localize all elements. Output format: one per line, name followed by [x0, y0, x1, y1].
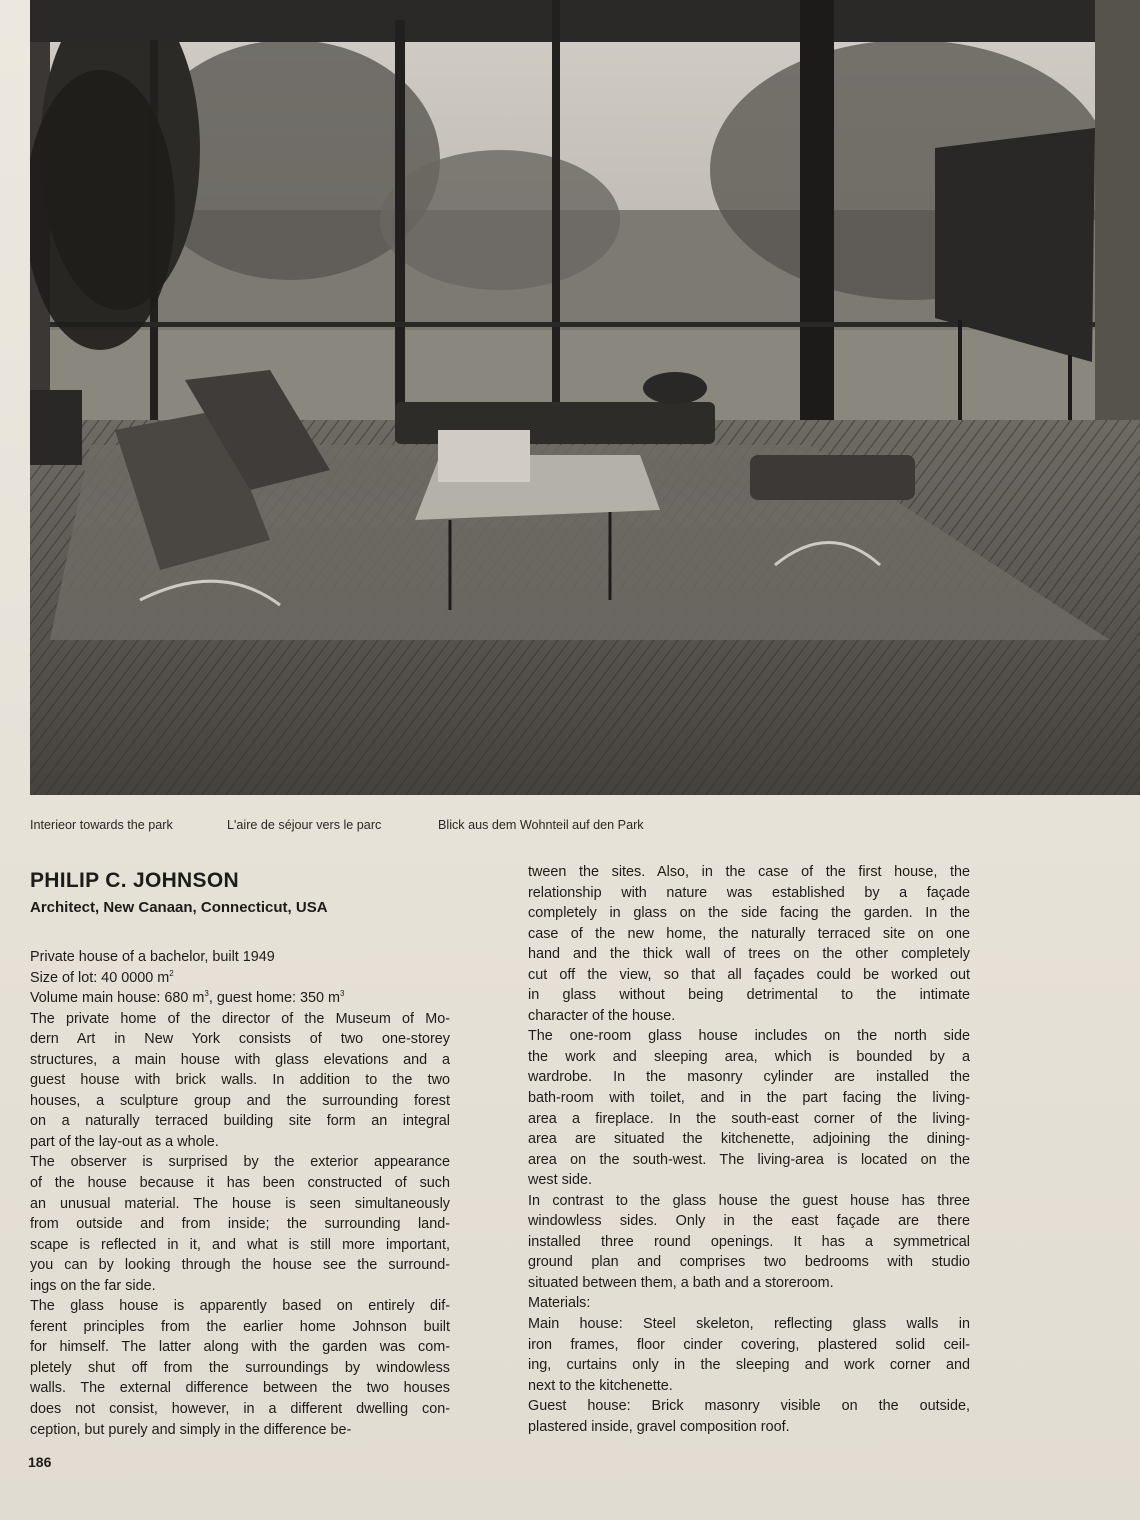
fact-line [30, 988, 450, 1009]
text-line: situated between them, a bath and a storeroom. [528, 1274, 834, 1291]
text-line: relationship with nature was established by a façade [528, 884, 970, 901]
text-line: Guest house: Brick masonry visible on the outside, [528, 1398, 970, 1415]
text-line: area are situated the kitchenette, adjoining the dining- [528, 1131, 970, 1148]
text-line: The glass house is apparently based on entirely dif- [30, 1298, 450, 1315]
text-line: ground plan and comprises two bedrooms with studio [528, 1254, 970, 1271]
text-line: of the house because it has been constructed of such [30, 1175, 450, 1192]
text-line: does not consist, however, in a different dwelling con- [30, 1401, 450, 1418]
text-line: installed three round openings. It has a symmetrical [528, 1233, 970, 1250]
text-line: The observer is surprised by the exterior appearance [30, 1154, 450, 1171]
article-subheading: Architect, New Canaan, Connecticut, USA [30, 899, 328, 916]
article-heading: PHILIP C. JOHNSON [30, 869, 239, 892]
fact-text: , guest home: 350 m [208, 990, 341, 1007]
text-line: tween the sites. Also, in the case of the first house, the [528, 864, 970, 880]
text-line: iron frames, floor cinder covering, plastered solid ceil- [528, 1336, 970, 1353]
text-line: structures, a main house with glass elevations and a [30, 1051, 450, 1068]
text-line: you can by looking through the house see the surround- [30, 1257, 450, 1274]
text-line: on a naturally terraced building site form an integral [30, 1113, 450, 1130]
text-line: area on the south-west. The living-area is located on the [528, 1151, 970, 1168]
right-column [528, 862, 970, 1437]
text-line: ing, curtains only in the sleeping and work corner and [528, 1357, 970, 1374]
text-line: ception, but purely and simply in the difference be- [30, 1421, 352, 1438]
caption-german: Blick aus dem Wohnteil auf den Park [438, 818, 644, 832]
text-line: hand and the thick wall of trees on the other completely [528, 946, 970, 963]
text-line: part of the lay-out as a whole. [30, 1133, 219, 1150]
text-line: from outside and from inside; the surrounding land- [30, 1216, 450, 1233]
interior-photo [30, 0, 1140, 795]
text-line: wardrobe. In the masonry cylinder are installed the [528, 1069, 970, 1086]
fact-line: Private house of a bachelor, built 1949 [30, 949, 275, 965]
text-line: walls. The external difference between the two houses [30, 1380, 450, 1397]
text-line: next to the kitchenette. [528, 1377, 673, 1394]
text-line: cut off the view, so that all façades could be worked out [528, 966, 970, 983]
photo-illustration [30, 0, 1140, 795]
text-line: The private home of the director of the Museum of Mo- [30, 1010, 450, 1027]
text-line: completely in glass on the side facing the garden. In the [528, 905, 970, 922]
text-line: Main house: Steel skeleton, reflecting glass walls in [528, 1316, 970, 1333]
text-line: for himself. The latter along with the garden was com- [30, 1339, 450, 1356]
text-line: west side. [528, 1172, 592, 1189]
fact-superscript: 2 [169, 968, 174, 978]
text-line: character of the house. [528, 1007, 676, 1024]
text-line: case of the new home, the naturally terraced site on one [528, 925, 970, 942]
text-line: dern Art in New York consists of two one-storey [30, 1031, 450, 1048]
text-line: an unusual material. The house is seen simultaneously [30, 1195, 450, 1212]
text-line: houses, a sculpture group and the surrounding forest [30, 1092, 450, 1109]
right-body-text [528, 862, 970, 1437]
text-line: ferent principles from the earlier home Johnson built [30, 1318, 450, 1335]
fact-superscript: 3 [340, 989, 345, 999]
text-line: In contrast to the glass house the guest house has three [528, 1192, 970, 1209]
fact-text: Size of lot: 40 0000 m [30, 969, 170, 986]
text-line: windowless sides. Only in the east façade are there [528, 1213, 970, 1230]
text-line: area a fireplace. In the south-east corner of the living- [528, 1110, 970, 1127]
text-line: scape is reflected in it, and what is still more important, [30, 1236, 450, 1253]
left-body-text [30, 1009, 450, 1440]
text-line: pletely shut off from the surroundings by windowless [30, 1359, 450, 1376]
text-line: guest house with brick walls. In addition to the two [30, 1072, 450, 1089]
left-column [30, 947, 450, 1440]
text-line: bath-room with toilet, and in the part facing the living- [528, 1090, 970, 1107]
text-line: Materials: [528, 1295, 591, 1312]
caption-english: Interieor towards the park [30, 818, 173, 832]
caption-french: L'aire de séjour vers le parc [227, 818, 382, 832]
fact-line [30, 968, 450, 989]
page-number: 186 [28, 1454, 52, 1470]
text-line: The one-room glass house includes on the north side [528, 1028, 970, 1045]
text-line: ings on the far side. [30, 1277, 156, 1294]
text-line: in glass without being detrimental to the intimate [528, 987, 970, 1004]
fact-text: Volume main house: 680 m [30, 990, 205, 1007]
fact-superscript: 3 [204, 989, 209, 999]
text-line: the work and sleeping area, which is bounded by a [528, 1048, 970, 1065]
text-line: plastered inside, gravel composition roof. [528, 1418, 790, 1435]
